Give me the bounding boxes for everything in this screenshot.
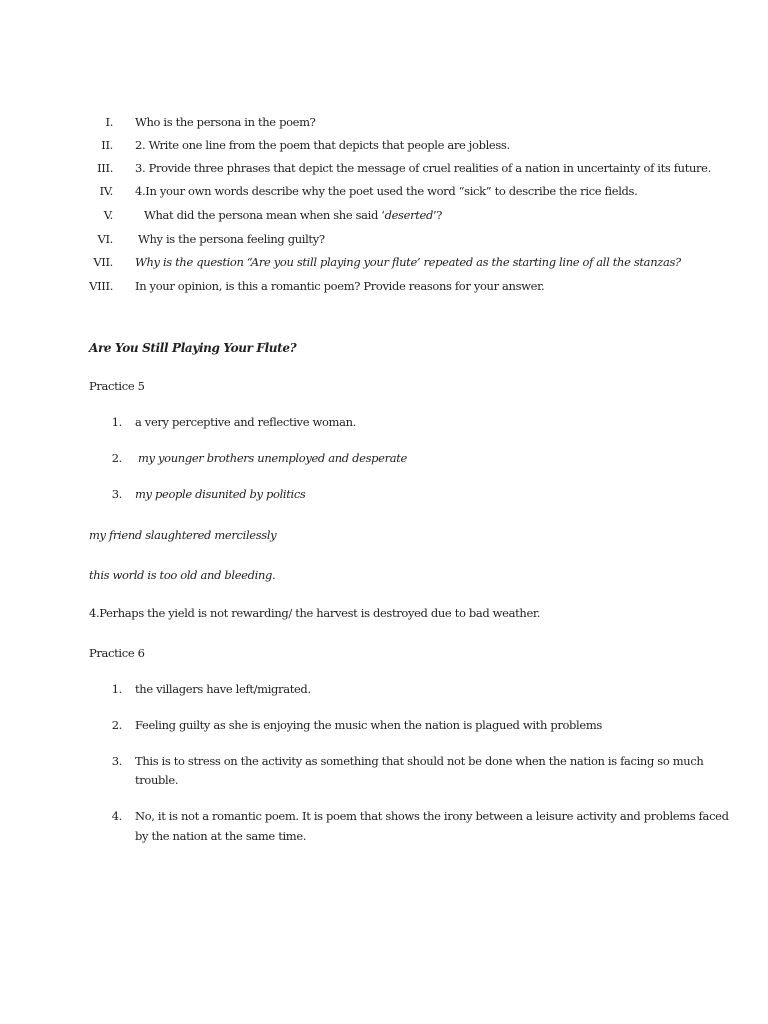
question-text-italic: deserted bbox=[384, 208, 433, 222]
question-item bbox=[0, 208, 768, 226]
list-number: 1. bbox=[111, 415, 122, 429]
question-item bbox=[0, 232, 768, 250]
poem-title: Are You Still Playing Your Flute? bbox=[89, 341, 297, 355]
list-text: my people disunited by politics bbox=[135, 487, 306, 501]
question-number: VII. bbox=[93, 255, 113, 269]
list-number: 2. bbox=[111, 718, 122, 732]
question-text: 3. Provide three phrases that depict the message of cruel realities of a nation in uncertainty of its future. bbox=[135, 161, 711, 175]
question-text: Why is the question “Are you still playing your flute’ repeated as the starting line of all the stanzas? bbox=[135, 255, 681, 269]
question-number: VIII. bbox=[89, 279, 113, 293]
question-item bbox=[0, 255, 768, 273]
list-text: my younger brothers unemployed and desperate bbox=[138, 451, 407, 465]
list-number: 3. bbox=[111, 754, 122, 768]
list-text: the villagers have left/migrated. bbox=[135, 682, 311, 696]
question-number: III. bbox=[97, 161, 113, 175]
list-text-line: This is to stress on the activity as something that should not be done when the nation is facing so much bbox=[135, 754, 704, 768]
list-item bbox=[0, 415, 768, 433]
list-item bbox=[0, 451, 768, 469]
question-text-part: What did the persona mean when she said ‘ bbox=[144, 208, 385, 222]
list-number: 1. bbox=[111, 682, 122, 696]
question-item bbox=[0, 138, 768, 156]
list-number: 2. bbox=[111, 451, 122, 465]
question-number: I. bbox=[105, 115, 113, 129]
question-item bbox=[0, 115, 768, 133]
answer-line-yield: 4.Perhaps the yield is not rewarding/ the harvest is destroyed due to bad weather. bbox=[89, 606, 541, 620]
question-text: In your opinion, is this a romantic poem? Provide reasons for your answer. bbox=[135, 279, 545, 293]
question-item bbox=[0, 161, 768, 179]
question-text: Why is the persona feeling guilty? bbox=[138, 232, 325, 246]
list-item bbox=[0, 809, 768, 849]
list-text-line: No, it is not a romantic poem. It is poem that shows the irony between a leisure activity and problems faced bbox=[135, 809, 729, 823]
list-item bbox=[0, 754, 768, 794]
list-text-line: by the nation at the same time. bbox=[135, 829, 307, 843]
question-text: Who is the persona in the poem? bbox=[135, 115, 316, 129]
list-item bbox=[0, 682, 768, 700]
question-item bbox=[0, 184, 768, 202]
question-text: 2. Write one line from the poem that depicts that people are jobless. bbox=[135, 138, 510, 152]
question-text: 4.In your own words describe why the poet used the word “sick” to describe the rice fields. bbox=[135, 184, 638, 198]
list-item bbox=[0, 718, 768, 736]
question-text bbox=[144, 208, 442, 222]
list-item bbox=[0, 487, 768, 505]
list-text-line: trouble. bbox=[135, 773, 179, 787]
question-number: VI. bbox=[97, 232, 113, 246]
list-number: 4. bbox=[111, 809, 122, 823]
answer-line-world: this world is too old and bleeding. bbox=[89, 568, 276, 582]
question-number: V. bbox=[103, 208, 113, 222]
practice6-heading: Practice 6 bbox=[89, 646, 145, 660]
practice5-heading: Practice 5 bbox=[89, 379, 145, 393]
question-number: II. bbox=[101, 138, 113, 152]
answer-line-friend: my friend slaughtered mercilessly bbox=[89, 528, 277, 542]
list-text: Feeling guilty as she is enjoying the music when the nation is plagued with problems bbox=[135, 718, 602, 732]
question-text-part: ’? bbox=[432, 208, 443, 222]
list-text: a very perceptive and reflective woman. bbox=[135, 415, 356, 429]
list-number: 3. bbox=[111, 487, 122, 501]
question-number: IV. bbox=[99, 184, 113, 198]
question-item bbox=[0, 279, 768, 297]
